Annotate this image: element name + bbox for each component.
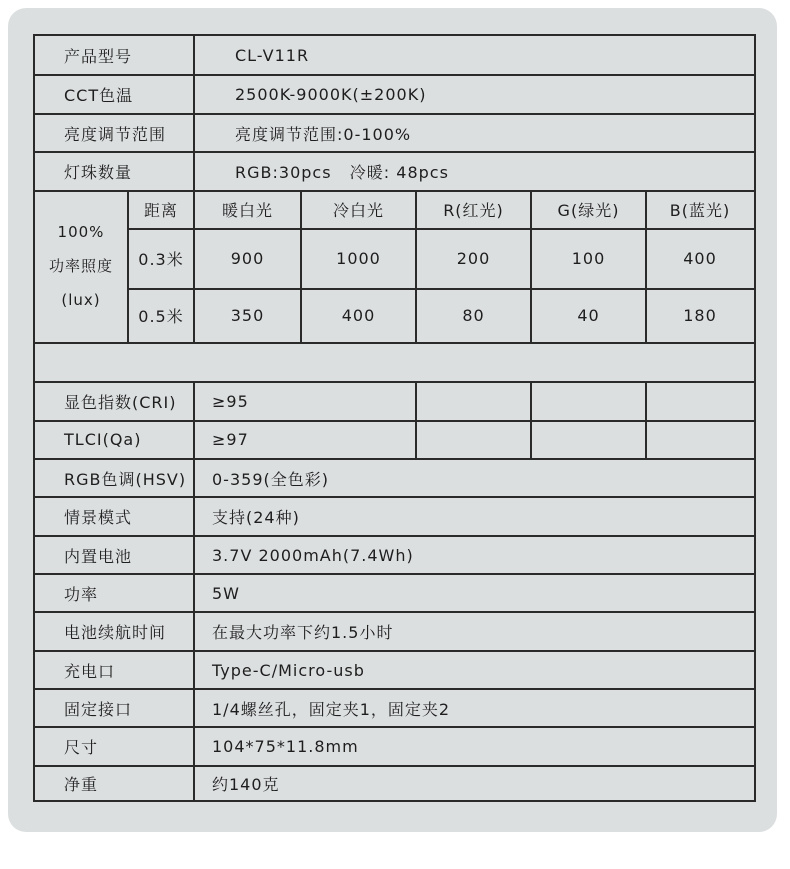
label-battery: 内置电池 [64, 546, 133, 566]
column-divider [415, 381, 417, 459]
label-cri: 显色指数(CRI) [64, 392, 177, 412]
distance-0-3m: 0.3米 [138, 249, 184, 269]
distance-0-5m: 0.5米 [138, 306, 184, 326]
row-divider [33, 726, 756, 728]
row-divider [33, 190, 756, 192]
header-cool-white: 冷白光 [332, 200, 384, 220]
row-divider [127, 288, 756, 290]
label-hue: RGB色调(HSV) [64, 469, 187, 489]
row-divider [33, 535, 756, 537]
lux-0-5m-cool: 400 [341, 305, 376, 325]
value-mounting: 1/4螺丝孔，固定夹1，固定夹2 [212, 699, 451, 719]
column-divider [415, 190, 417, 343]
lux-0-5m-blue: 180 [683, 305, 717, 325]
border-top [33, 34, 756, 36]
label-cct: CCT色温 [64, 85, 134, 105]
column-divider [300, 190, 302, 343]
value-hue: 0-359(全色彩) [212, 469, 329, 489]
label-size: 尺寸 [64, 738, 99, 757]
row-divider [33, 74, 756, 76]
row-divider [33, 650, 756, 652]
row-divider [33, 573, 756, 575]
illuminance-label-line3: (lux) [61, 291, 101, 309]
header-red: R(红光) [443, 200, 504, 220]
value-runtime: 在最大功率下约1.5小时 [212, 623, 394, 642]
border-right [754, 34, 756, 802]
illuminance-label-line1: 100% [57, 223, 105, 241]
row-divider [33, 688, 756, 690]
border-bottom [33, 800, 756, 802]
lux-0-3m-red: 200 [456, 248, 491, 268]
row-divider [33, 342, 756, 344]
value-charging: Type-C/Micro-usb [212, 660, 365, 680]
row-divider [33, 765, 756, 767]
lux-0-5m-red: 80 [462, 305, 485, 325]
label-scenes: 情景模式 [64, 508, 133, 527]
header-blue: B(蓝光) [669, 200, 731, 220]
value-weight: 约140克 [212, 775, 280, 794]
column-divider [530, 190, 532, 343]
lux-0-3m-blue: 400 [683, 248, 717, 268]
row-divider [33, 611, 756, 613]
row-divider [33, 420, 756, 422]
illuminance-label-line2: 功率照度 [48, 257, 113, 275]
row-divider [33, 496, 756, 498]
label-mounting: 固定接口 [64, 699, 133, 719]
value-leds: RGB:30pcs 冷暖: 48pcs [235, 162, 449, 182]
header-distance: 距离 [143, 200, 178, 220]
label-brightness: 亮度调节范围 [64, 124, 167, 144]
lux-0-3m-cool: 1000 [336, 248, 381, 268]
value-cri: ≥95 [212, 391, 249, 411]
value-size: 104*75*11.8mm [212, 737, 359, 756]
border-left [33, 34, 35, 802]
column-divider [193, 381, 195, 802]
value-brightness: 亮度调节范围:0-100% [235, 124, 412, 144]
label-leds: 灯珠数量 [64, 162, 133, 182]
column-divider [645, 190, 647, 343]
row-divider [33, 381, 756, 383]
value-battery: 3.7V 2000mAh(7.4Wh) [212, 545, 414, 565]
row-divider [33, 151, 756, 153]
label-power: 功率 [64, 584, 99, 604]
lux-0-3m-green: 100 [571, 248, 606, 268]
illuminance-row-label [34, 190, 128, 342]
label-weight: 净重 [64, 775, 99, 794]
lux-0-5m-green: 40 [577, 305, 600, 325]
column-divider [193, 34, 195, 343]
value-cct: 2500K-9000K(±200K) [235, 84, 427, 104]
lux-0-3m-warm: 900 [230, 248, 265, 268]
value-tlci: ≥97 [212, 430, 249, 449]
row-divider [127, 228, 756, 230]
value-model: CL-V11R [235, 45, 310, 65]
header-warm-white: 暖白光 [221, 200, 273, 220]
row-divider [33, 458, 756, 460]
column-divider [530, 381, 532, 459]
header-green: G(绿光) [557, 200, 620, 220]
lux-0-5m-warm: 350 [230, 305, 265, 325]
label-charging: 充电口 [64, 661, 116, 681]
label-runtime: 电池续航时间 [64, 623, 167, 642]
label-model: 产品型号 [64, 46, 133, 66]
column-divider [127, 190, 129, 343]
value-scenes: 支持(24种) [212, 508, 300, 527]
value-power: 5W [212, 583, 240, 603]
column-divider [645, 381, 647, 459]
row-divider [33, 113, 756, 115]
label-tlci: TLCI(Qa) [64, 430, 142, 449]
